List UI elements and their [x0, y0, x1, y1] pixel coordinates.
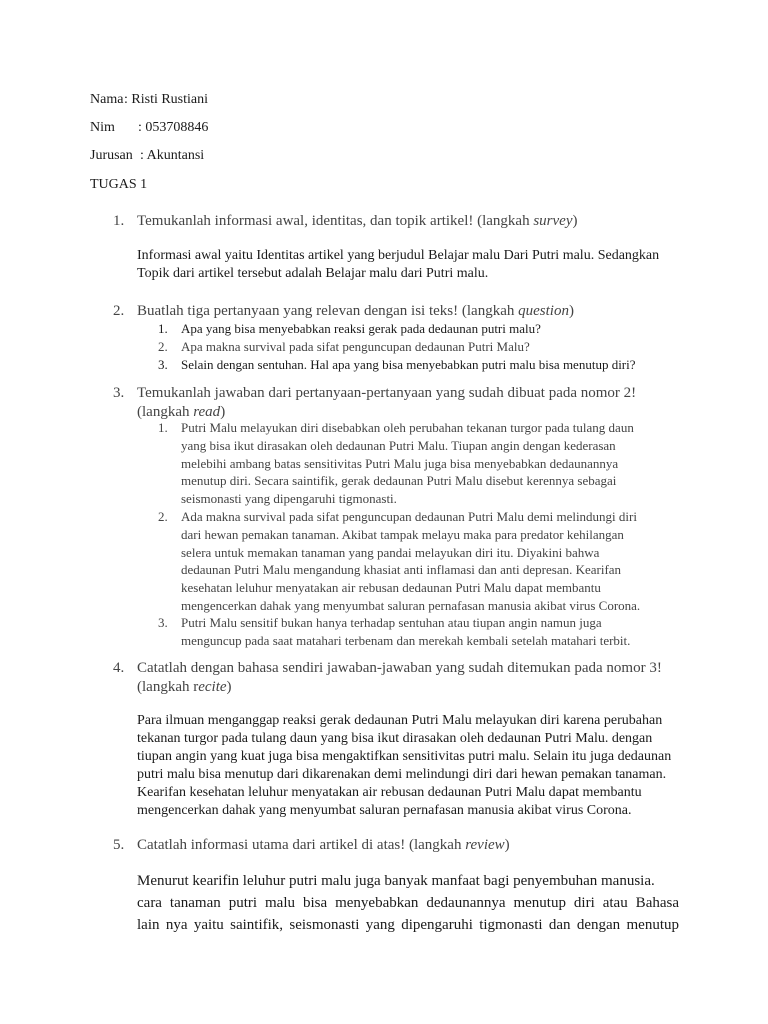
document-page: Nama : Risti Rustiani Nim : 053708846 Jurusan : Akuntansi TUGAS 1 1. Temukanlah informasi awal, identitas, dan topik artikel! (langkah survey) Informasi awal yaitu Identitas artikel yang berjudul Belajar malu Dari Putri malu. Sedangkan Topik dari artikel tersebut adalah Belajar malu dari Putri malu. 2. Buatlah tiga pertanyaan yang relevan dengan isi teks! (langkah question) 1. Apa yang bisa menyebabkan reaksi gerak pada dedaunan putri malu? 2. Apa makna survival pada sifat penguncupan dedaunan Putri Malu? 3. Selain dengan sentuhan. Hal apa yang bisa menyebabkan putri malu bisa menutup diri? 3. Temukanlah jawaban dari pertanyaan-pertanyaan yang sudah dibuat pada nomor 2! (langkah read) 1. Putri Malu melayukan diri disebabkan oleh perubahan tekanan turgor pada tulang daun yang bisa ikut dirasakan oleh dedaunan Putri Malu. Tiupan angin dengan kederasan melebihi ambang batas sensitivitas Putri Malu juga bisa menyebabkan dedaunannya menutup diri. Secara saintifik, gerak dedaunan Putri Malu disebut kerennya sebagai seismonasti yang dipengaruhi tigmonasti. 2. Ada makna survival pada sifat penguncupan dedaunan Putri Malu demi melindungi diri dari hewan pemakan tanaman. Akibat tampak melayu maka para predator kehilangan selera untuk memakan tanaman yang pandai melayukan diri itu. Diyakini bahwa dedaunan Putri Malu mengandung khasiat anti inflamasi dan anti depresan. Kearifan kesehatan leluhur menyatakan air rebusan dedaunan Putri Malu dapat membantu mengencerkan dahak yang menyumbat saluran pernafasan manusia akibat virus Corona. 3. Putri Malu sensitif bukan hanya terhadap sentuhan atau tiupan angin namun juga menguncup pada saat matahari terbenam dan merekah kembali setelah matahari terbit. 4. Catatlah dengan bahasa sendiri jawaban-jawaban yang sudah ditemukan pada nomor 3! (langkah recite) Para ilmuan menganggap reaksi gerak dedaunan Putri Malu melayukan diri karena perubahan tekanan turgor pada tulang daun yang bisa ikut dirasakan oleh dedaunan Putri Malu. dengan tiupan angin yang kuat juga bisa mengaktifkan sensitivitas putri malu. Selain itu juga dedaunan putri malu bisa menutup dari dikarenakan demi melindungi diri dari hewan pemakan tanaman. Kearifan kesehatan leluhur menyatakan air rebusan dedaunan Putri Malu dapat membantu mengencerkan dahak yang menyumbat saluran pernafasan manusia akibat virus Corona. 5. Catatlah informasi utama dari artikel di atas! (langkah review) Menurut kearifin leluhur putri malu juga banyak manfaat bagi penyembuhan manusia. cara tanaman putri malu bisa menyebabkan dedaunannya menutup diri atau Bahasa lain nya yaitu saintifik, seismonasti yang dipengaruhi tigmonasti dan dengan menutup [0, 0, 768, 1024]
question-number: 2. [113, 303, 125, 319]
question-text: Temukanlah jawaban dari pertanyaan-pertanyaan yang sudah dibuat pada nomor 2! (langkah read) [137, 385, 637, 420]
jurusan-label: Jurusan [90, 148, 133, 163]
answer-line: Menurut kearifin leluhur putri malu juga banyak manfaat bagi penyembuhan manusia. [137, 873, 655, 889]
question-number: 1. [113, 213, 125, 229]
answer-line: mengencerkan dahak yang menyumbat saluran pernafasan manusia akibat virus Corona. [137, 803, 632, 818]
nama-label: Nama [90, 92, 124, 107]
answer-line: tekanan turgor pada tulang daun yang bisa ikut dirasakan oleh dedaunan Putri Malu. dengan [137, 731, 653, 746]
answer-line: Kearifan kesehatan leluhur menyatakan air rebusan dedaunan Putri Malu dapat membantu [137, 785, 642, 800]
answer-line: lain nya yaitu saintifik, seismonasti yang dipengaruhi tigmonasti dan dengan menutup [137, 917, 679, 933]
answer-line: cara tanaman putri malu bisa menyebabkan dedaunannya menutup diri atau Bahasa [137, 895, 679, 911]
jurusan-row [90, 148, 205, 164]
question-text: Catatlah informasi utama dari artikel di atas! (langkah review) [137, 837, 510, 853]
answer-1 [137, 247, 677, 283]
answer-4 [137, 712, 677, 820]
question-text: Catatlah dengan bahasa sendiri jawaban-jawaban yang sudah ditemukan pada nomor 3! (langkah recite) [137, 660, 662, 695]
question-number: 3. [113, 385, 125, 401]
question-number: 4. [113, 660, 125, 676]
jurusan-value: : Akuntansi [140, 148, 205, 163]
tugas-title: TUGAS 1 [90, 177, 148, 192]
nama-value: : Risti Rustiani [124, 92, 209, 107]
answer-line: tiupan angin yang kuat juga bisa mengaktifkan sensitivitas putri malu. Selain itu juga dedaunan [137, 749, 672, 764]
answer-5 [137, 870, 679, 936]
answer-line: putri malu bisa menutup dari dikarenakan demi melindungi diri dari hewan pemakan tanaman. [137, 767, 667, 782]
answer-line: Para ilmuan menganggap reaksi gerak dedaunan Putri Malu melayukan diri karena perubahan [137, 713, 663, 728]
nim-value: : 053708846 [138, 120, 209, 135]
question-text: Buatlah tiga pertanyaan yang relevan dengan isi teks! (langkah question) [137, 303, 574, 319]
nim-label: Nim [90, 120, 115, 135]
question-number: 5. [113, 837, 125, 853]
nama-row [90, 92, 209, 108]
nim-row [90, 120, 209, 136]
question-text: Temukanlah informasi awal, identitas, dan topik artikel! (langkah survey) [137, 213, 578, 229]
answer-line: Topik dari artikel tersebut adalah Belajar malu dari Putri malu. [137, 266, 489, 281]
answer-line: Informasi awal yaitu Identitas artikel yang berjudul Belajar malu Dari Putri malu. Sedangkan [137, 248, 660, 263]
